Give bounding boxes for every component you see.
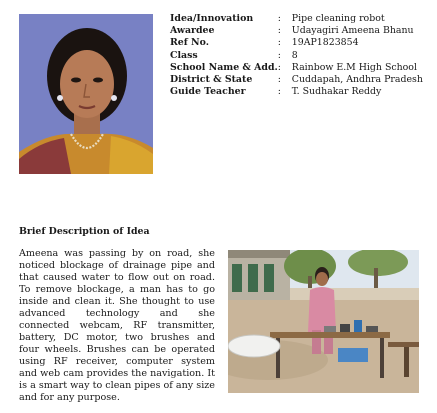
info-separator: : xyxy=(277,13,281,24)
section-heading: Brief Description of Idea xyxy=(19,226,150,237)
info-row-idea xyxy=(170,13,423,25)
info-value: T. Sudhakar Reddy xyxy=(291,86,382,98)
student-with-robot-photo xyxy=(228,250,419,393)
info-row-district xyxy=(170,74,423,86)
info-label: District & State xyxy=(170,74,253,86)
info-value: Udayagiri Ameena Bhanu xyxy=(291,25,414,37)
info-label: Guide Teacher xyxy=(170,86,246,98)
awardee-portrait xyxy=(19,14,153,174)
info-separator: : xyxy=(277,37,281,49)
info-row-awardee xyxy=(170,25,423,37)
info-row-class xyxy=(170,50,423,62)
info-value: Pipe cleaning robot xyxy=(291,13,385,24)
info-value: Cuddapah, Andhra Pradesh xyxy=(291,74,423,86)
description-paragraph: Ameena was passing by on road, she noticed blockage of drainage pipe and that caused water to flow out on road. To remove blockage, a man has to go inside and clean it. She thought to use advanced technology and she connected webcam, RF transmitter, battery, DC motor, two brushes and four wheels. Brushes can be operated using RF receiver, computer system and web cam provides the navigation. It is a smart way to clean pipes of any size and for any purpose. xyxy=(19,248,215,403)
info-row-school xyxy=(170,62,423,74)
info-label: Class xyxy=(170,49,198,61)
info-value: 19AP1823854 xyxy=(291,37,359,49)
info-label: Awardee xyxy=(170,25,215,37)
info-separator: : xyxy=(277,49,281,61)
info-separator: : xyxy=(277,86,281,98)
awardee-info-table xyxy=(170,13,423,98)
info-label: Ref No. xyxy=(170,37,209,49)
info-separator: : xyxy=(277,74,281,86)
info-separator: : xyxy=(277,25,281,37)
info-value: 8 xyxy=(291,49,298,61)
info-row-guide-teacher xyxy=(170,86,423,98)
info-value: Rainbow E.M High School xyxy=(291,61,417,73)
info-separator: : xyxy=(277,61,281,73)
info-label: School Name & Add. xyxy=(170,61,278,73)
info-row-ref-no xyxy=(170,37,423,49)
info-label: Idea/Innovation xyxy=(170,13,254,24)
